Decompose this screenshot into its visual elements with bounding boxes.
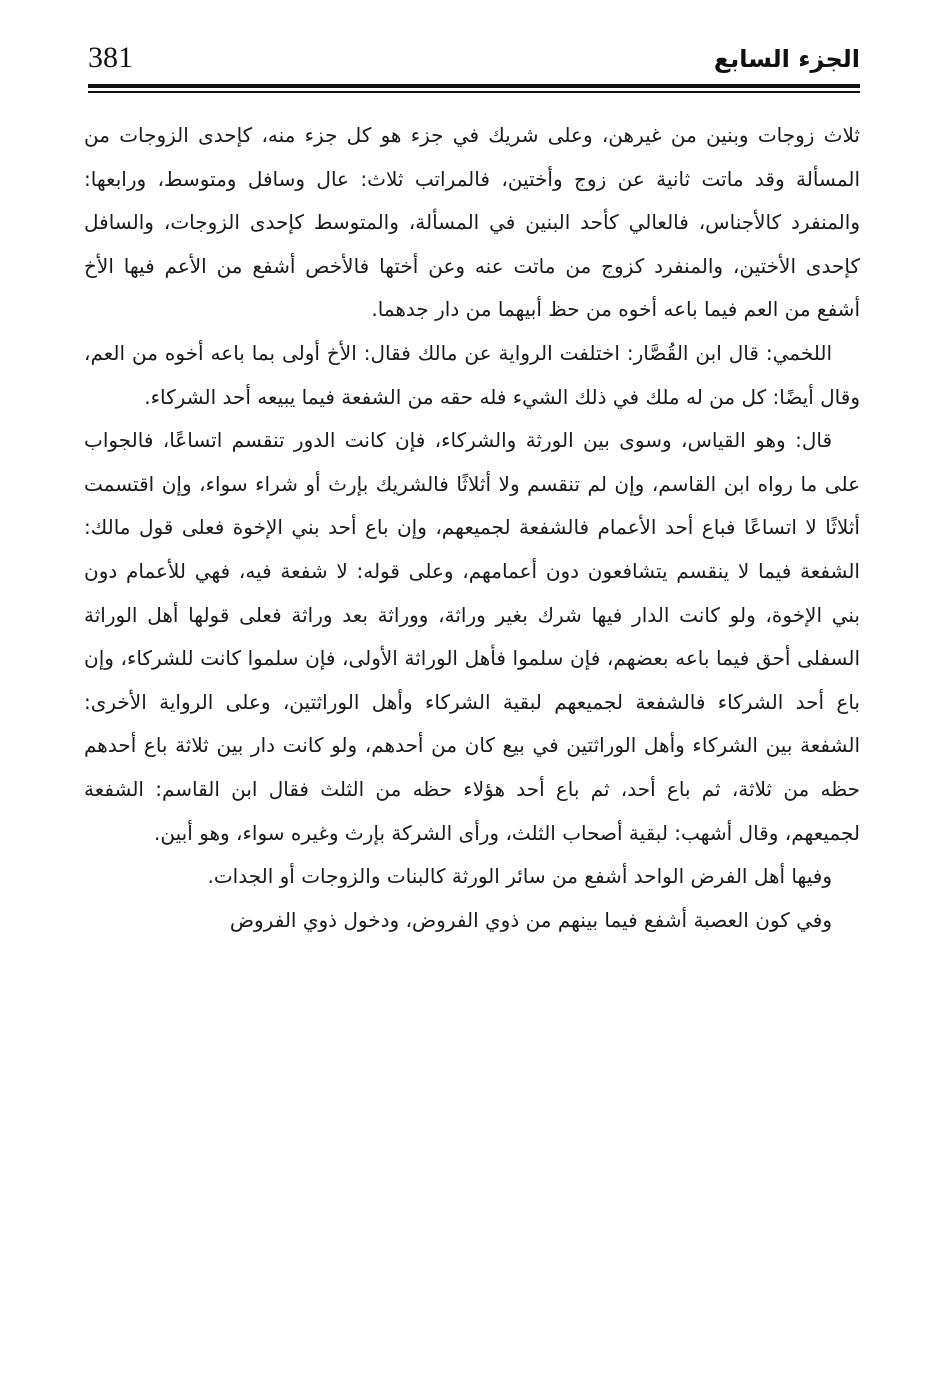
- page-number: 381: [88, 41, 133, 74]
- paragraph-4: وفيها أهل الفرض الواحد أشفع من سائر الورثة كالبنات والزوجات أو الجدات.: [207, 864, 832, 889]
- running-title: الجزء السابع: [713, 45, 860, 73]
- page-header: [88, 36, 860, 96]
- paragraph-1: ثلاث زوجات وبنين من غيرهن، وعلى شريك في جزء هو كل جزء منه، كإحدى الزوجات من المسألة وقد ماتت ثانية عن زوج وأختين، فالمراتب ثلاث: عال وسافل ومتوسط، ورابعها: والمنفرد كالأجناس، فالعالي كأحد البنين في المسألة، والمتوسط كإحدى الزوجات، والسافل كإحدى الأختين، والمنفرد كزوج من ماتت عنه وعن أختها فالأخص أشفع من الأعم فيها الأخ أشفع من العم فيما باعه أخوه من حظ أبيهما من دار جدهما.: [84, 123, 860, 322]
- paragraph-2: اللخمي: قال ابن القُصَّار: اختلفت الرواية عن مالك فقال: الأخ أولى بما باعه أخوه من العم، وقال أيضًا: كل من له ملك في ذلك الشيء فله حقه من الشفعة فيما يبيعه أحد الشركاء.: [84, 340, 860, 409]
- paragraph-5: وفي كون العصبة أشفع فيما بينهم من ذوي الفروض، ودخول ذوي الفروض: [229, 907, 832, 932]
- body-text: [84, 114, 860, 942]
- header-rule-thick: [88, 84, 860, 88]
- paragraph-3: قال: وهو القياس، وسوى بين الورثة والشركاء، فإن كانت الدور تنقسم اتساعًا، فالجواب على ما رواه ابن القاسم، وإن لم تنقسم ولا أثلاثًا فالشريك بإرث أو شراء سواء، وإن اقتسمت أثلاثًا لا اتساعًا فباع أحد الأعمام فالشفعة لجميعهم، وإن باع أحد بني الإخوة فعلى قول مالك: الشفعة فيما لا ينقسم يتشافعون دون أعمامهم، وعلى قوله: لا شفعة فيه، فهي للأعمام دون بني الإخوة، ولو كانت الدار فيها شرك بغير وراثة، ووراثة بعد وراثة فعلى قولها أهل الوراثة السفلى أحق فيما باعه بعضهم، فإن سلموا فأهل الوراثة الأولى، فإن سلموا كانت للشركاء، وإن باع أحد الشركاء فالشفعة لجميعهم لبقية الشركاء وأهل الوراثتين، وعلى الرواية الأخرى: الشفعة بين الشركاء وأهل الوراثتين في بيع كان من أحدهم، ولو كانت دار بين ثلاثة باع أحدهم حظه من ثلاثة، ثم باع أحد، ثم باع أحد هؤلاء حظه من الثلث فقال ابن القاسم: الشفعة لجميعهم، وقال أشهب: لبقية أصحاب الثلث، ورأى الشركة بإرث وغيره سواء، وهو أبين.: [84, 428, 860, 845]
- header-rule-thin: [88, 91, 860, 93]
